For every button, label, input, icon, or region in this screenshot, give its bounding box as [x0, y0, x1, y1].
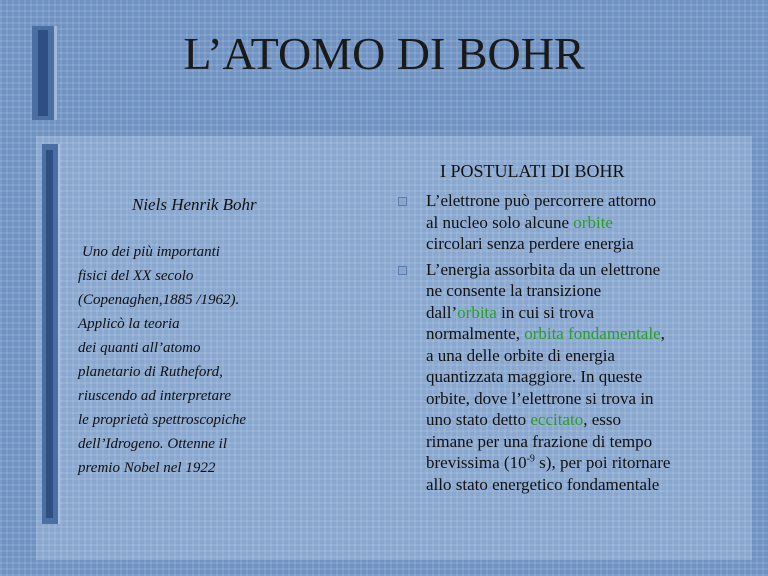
bio-line: dell’Idrogeno. Ottenne il: [78, 436, 227, 452]
bio-line: (Copenaghen,1885 /1962).: [78, 292, 240, 308]
postulate-item: L’energia assorbita da un elettrone ne consente la transizione dall’orbita in cui si trova normalmente, orbita fondamentale, a una delle orbite di energia quantizzata maggiore. In queste orbite, dove l’elettrone si trova in uno stato detto eccitato, esso rimane per una frazione di tempo brevissima ($10^{-9}$ s), per poi ritornare allo stato energetico fondamentale: [396, 259, 736, 496]
highlight-term: orbite: [573, 212, 613, 232]
highlight-term: eccitato: [530, 410, 584, 429]
bio-column: [78, 194, 368, 480]
postulates-title: I POSTULATI DI BOHR: [440, 161, 625, 181]
highlight-term: orbita: [457, 302, 497, 322]
bio-line: premio Nobel nel 1922: [78, 460, 216, 476]
slide-title: L’ATOMO DI BOHR: [183, 28, 585, 79]
postulates-list: [396, 190, 736, 499]
bio-line: Uno dei più importanti: [82, 244, 220, 260]
bio-line: fisici del XX secolo: [78, 268, 194, 284]
bio-line: riuscendo ad interpretare: [78, 388, 232, 404]
panel-decoration-bar: [42, 144, 60, 524]
bio-line: Applicò la teoria: [78, 316, 180, 332]
exponent: -9: [526, 453, 535, 465]
bio-line: planetario di Rutheford,: [78, 364, 223, 380]
bio-line: dei quanti all’atomo: [78, 340, 201, 356]
postulate-item: L’elettrone può percorrere attorno al nucleo solo alcune orbite circolari senza perdere energia: [396, 190, 736, 255]
square-bullet-icon: [398, 197, 407, 206]
scientist-name: Niels Henrik Bohr: [132, 195, 257, 214]
square-bullet-icon: [398, 266, 407, 275]
highlight-term: orbita fondamentale: [524, 324, 661, 343]
bio-line: le proprietà spettroscopiche: [78, 412, 247, 428]
